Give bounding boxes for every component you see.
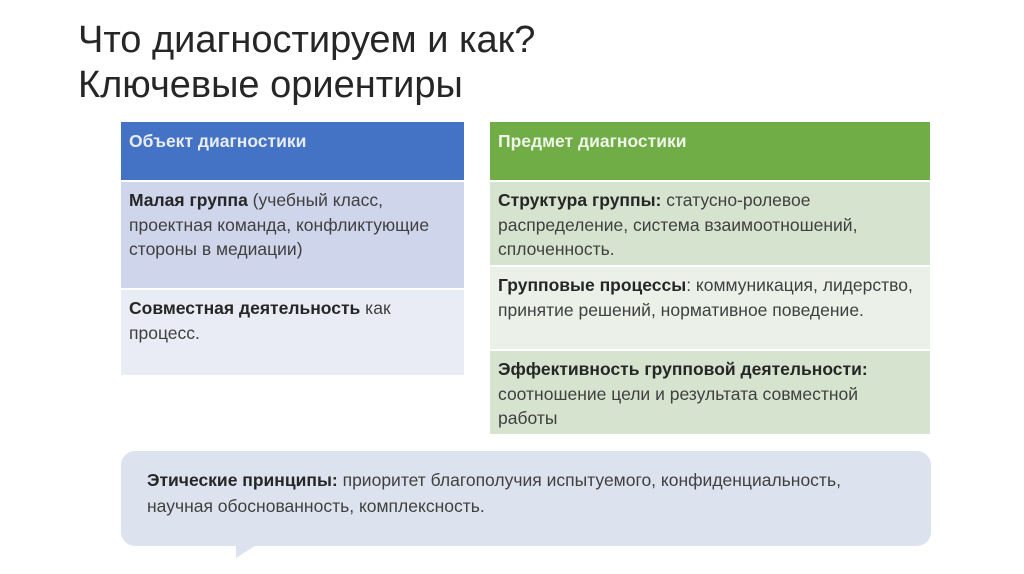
- object-row-text: (учебный класс, проектная команда, конфликтующие стороны в медиации): [129, 190, 430, 259]
- object-row-bold: Малая группа: [129, 190, 248, 210]
- subject-table: [490, 122, 930, 436]
- subject-row: [490, 267, 930, 351]
- subject-row-text: соотношение цели и результата совместной работы: [498, 383, 859, 428]
- slide-title: [78, 18, 938, 108]
- subject-table-header: Предмет диагностики: [490, 122, 930, 182]
- subject-row-bold: Структура группы:: [498, 190, 662, 210]
- subject-row-text: : коммуникация, лидерство, принятие решений, нормативное поведение.: [498, 275, 913, 320]
- object-row-text: как процесс.: [129, 298, 391, 343]
- object-row-bold: Совместная деятельность: [129, 298, 361, 318]
- object-row: [121, 290, 464, 377]
- ethics-callout-text: приоритет благополучия испытуемого, конфиденциальность, научная обоснованность, комплексность.: [147, 470, 841, 516]
- object-table-header: Объект диагностики: [121, 122, 464, 182]
- subject-row: [490, 351, 930, 436]
- subject-row-bold: Эффективность групповой деятельности:: [498, 359, 868, 379]
- callout-tail: [236, 544, 258, 558]
- object-row: [121, 182, 464, 290]
- subject-row-bold: Групповые процессы: [498, 275, 687, 295]
- title-line-2: Ключевые ориентиры: [78, 64, 463, 106]
- object-table: [121, 122, 464, 377]
- ethics-callout: [121, 451, 931, 546]
- ethics-callout-bold: Этические принципы:: [147, 470, 338, 490]
- subject-row: [490, 182, 930, 267]
- subject-row-text: статусно-ролевое распределение, система взаимоотношений, сплоченность.: [498, 190, 858, 259]
- title-line-1: Что диагностируем и как?: [78, 19, 536, 61]
